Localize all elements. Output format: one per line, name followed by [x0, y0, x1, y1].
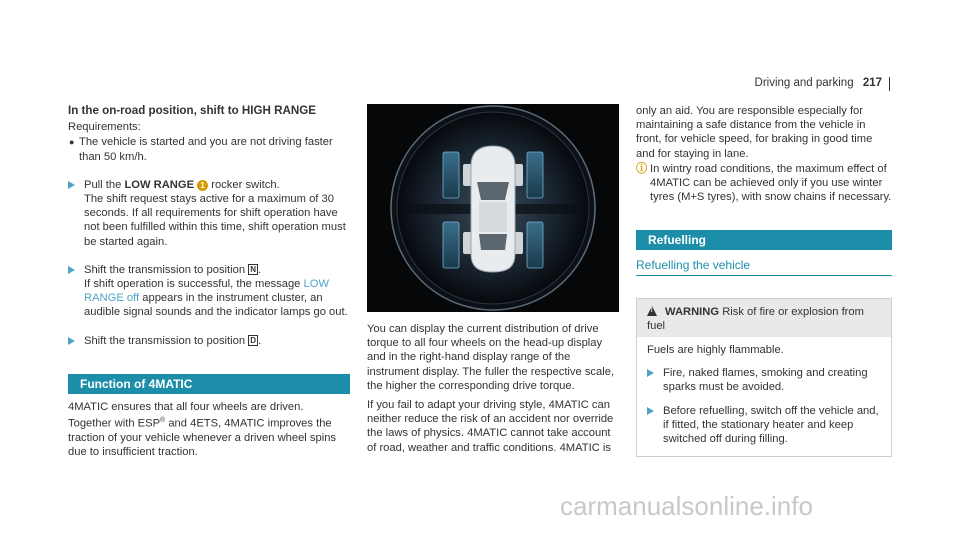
page-number: 217	[862, 77, 882, 89]
4matic-display-illustration	[367, 104, 619, 312]
step-2: Shift the transmission to position N . If shift operation is successful, the message LOW RANGE off appears in the instrument cluster, an audible signal sounds and the indicator lamps go out.	[68, 263, 350, 320]
warning-step-2	[647, 404, 881, 447]
step-arrow-icon	[647, 407, 654, 415]
column-2-text	[367, 322, 619, 455]
low-range-label: LOW RANGE	[124, 178, 195, 191]
page-header	[755, 76, 882, 90]
step-arrow-icon	[68, 337, 75, 345]
torque-bar-rear-right	[527, 222, 543, 268]
bullet-icon: ●	[69, 137, 75, 148]
step-3-pre: Shift the transmission to position	[84, 334, 246, 347]
column-3	[636, 104, 892, 457]
esp-pre: Together with ESP	[68, 417, 161, 430]
step-arrow-icon	[68, 181, 75, 189]
requirement-item	[68, 135, 350, 163]
step-3: Shift the transmission to position D .	[68, 334, 350, 348]
torque-bar-front-left	[443, 152, 459, 198]
info-text: In wintry road conditions, the maximum effect of 4MATIC can be achieved only if you use winter tyres (M+S tyres), with snow chains if necessary.	[650, 162, 892, 204]
warning-intro: Fuels are highly flammable.	[647, 344, 784, 357]
gear-d-icon: D	[248, 335, 258, 346]
step-1-pre: Pull the	[84, 178, 122, 191]
column-1	[68, 104, 350, 459]
step-2-detail-pre: If shift operation is successful, the message	[84, 278, 301, 291]
warning-box	[636, 298, 892, 458]
info-icon: ⓘ	[636, 162, 648, 175]
warning-step-2-text: Before refuelling, switch off the vehicle and, if fitted, the stationary heater and keep switched off during filling.	[663, 404, 879, 446]
warning-step-1	[647, 366, 881, 394]
step-arrow-icon	[647, 369, 654, 377]
display-message: LOW RANGE off	[84, 278, 329, 305]
driving-style-text: If you fail to adapt your driving style, 4MATIC can neither reduce the risk of an accident nor override the laws of physics. 4MATIC cannot take account of road, weather and traffic conditions. 4MATIC is	[367, 399, 614, 454]
step-1-detail: The shift request stays active for a maximum of 30 seconds. If all requirements for shift operation have not been fulfilled within this time, shift operation must be started again.	[84, 193, 346, 248]
gear-n-icon: N	[248, 264, 258, 275]
watermark: carmanualsonline.info	[560, 491, 813, 521]
4matic-intro: 4MATIC ensures that all four wheels are driven.	[68, 400, 304, 413]
requirements-label: Requirements:	[68, 121, 141, 134]
registered-mark: ®	[160, 417, 166, 425]
section-bar-4matic: Function of 4MATIC	[68, 374, 350, 394]
step-2-detail-post: appears in the instrument cluster, an audible signal sounds and the indicator lamps go out.	[84, 292, 348, 319]
esp-post: and 4ETS, 4MATIC improves the traction of your vehicle whenever a driven wheel spins due to insufficient traction.	[68, 417, 337, 459]
subheading-refuelling: Refuelling the vehicle	[636, 258, 892, 275]
warning-label: WARNING	[665, 305, 720, 318]
step-arrow-icon	[68, 266, 75, 274]
info-note	[636, 162, 892, 205]
subheading-high-range: In the on-road position, shift to HIGH RANGE	[68, 104, 316, 117]
4matic-esp-text	[68, 414, 350, 459]
aid-text: only an aid. You are responsible especially for maintaining a safe distance from the vehicle in front, for vehicle speed, for braking in good time and for staying in lane.	[636, 105, 873, 160]
section-bar-refuelling: Refuelling	[636, 230, 892, 250]
step-1-post: rocker switch.	[211, 178, 280, 191]
torque-display-text: You can display the current distribution of drive torque to all four wheels on the head-up display and in the right-hand display range of the instrument display. The fuller the respective scale, the higher the corresponding drive torque.	[367, 323, 615, 392]
header-divider	[889, 77, 890, 91]
torque-bar-front-right	[527, 152, 543, 198]
warning-title: Risk of fire or explosion from fuel	[647, 305, 864, 332]
step-1	[68, 178, 350, 249]
car-top-view-icon	[471, 146, 515, 272]
requirement-text: The vehicle is started and you are not driving faster than 50 km/h.	[79, 136, 333, 163]
warning-header	[637, 299, 891, 337]
warning-body	[637, 337, 891, 456]
torque-bar-rear-left	[443, 222, 459, 268]
callout-badge: 1	[197, 180, 208, 191]
step-2-detail	[84, 277, 350, 320]
step-2-pre: Shift the transmission to position	[84, 263, 246, 276]
section-name: Driving and parking	[754, 77, 854, 89]
torque-distribution-image	[367, 104, 619, 312]
warning-triangle-icon	[647, 306, 657, 316]
warning-step-1-text: Fire, naked flames, smoking and creating sparks must be avoided.	[663, 367, 868, 394]
